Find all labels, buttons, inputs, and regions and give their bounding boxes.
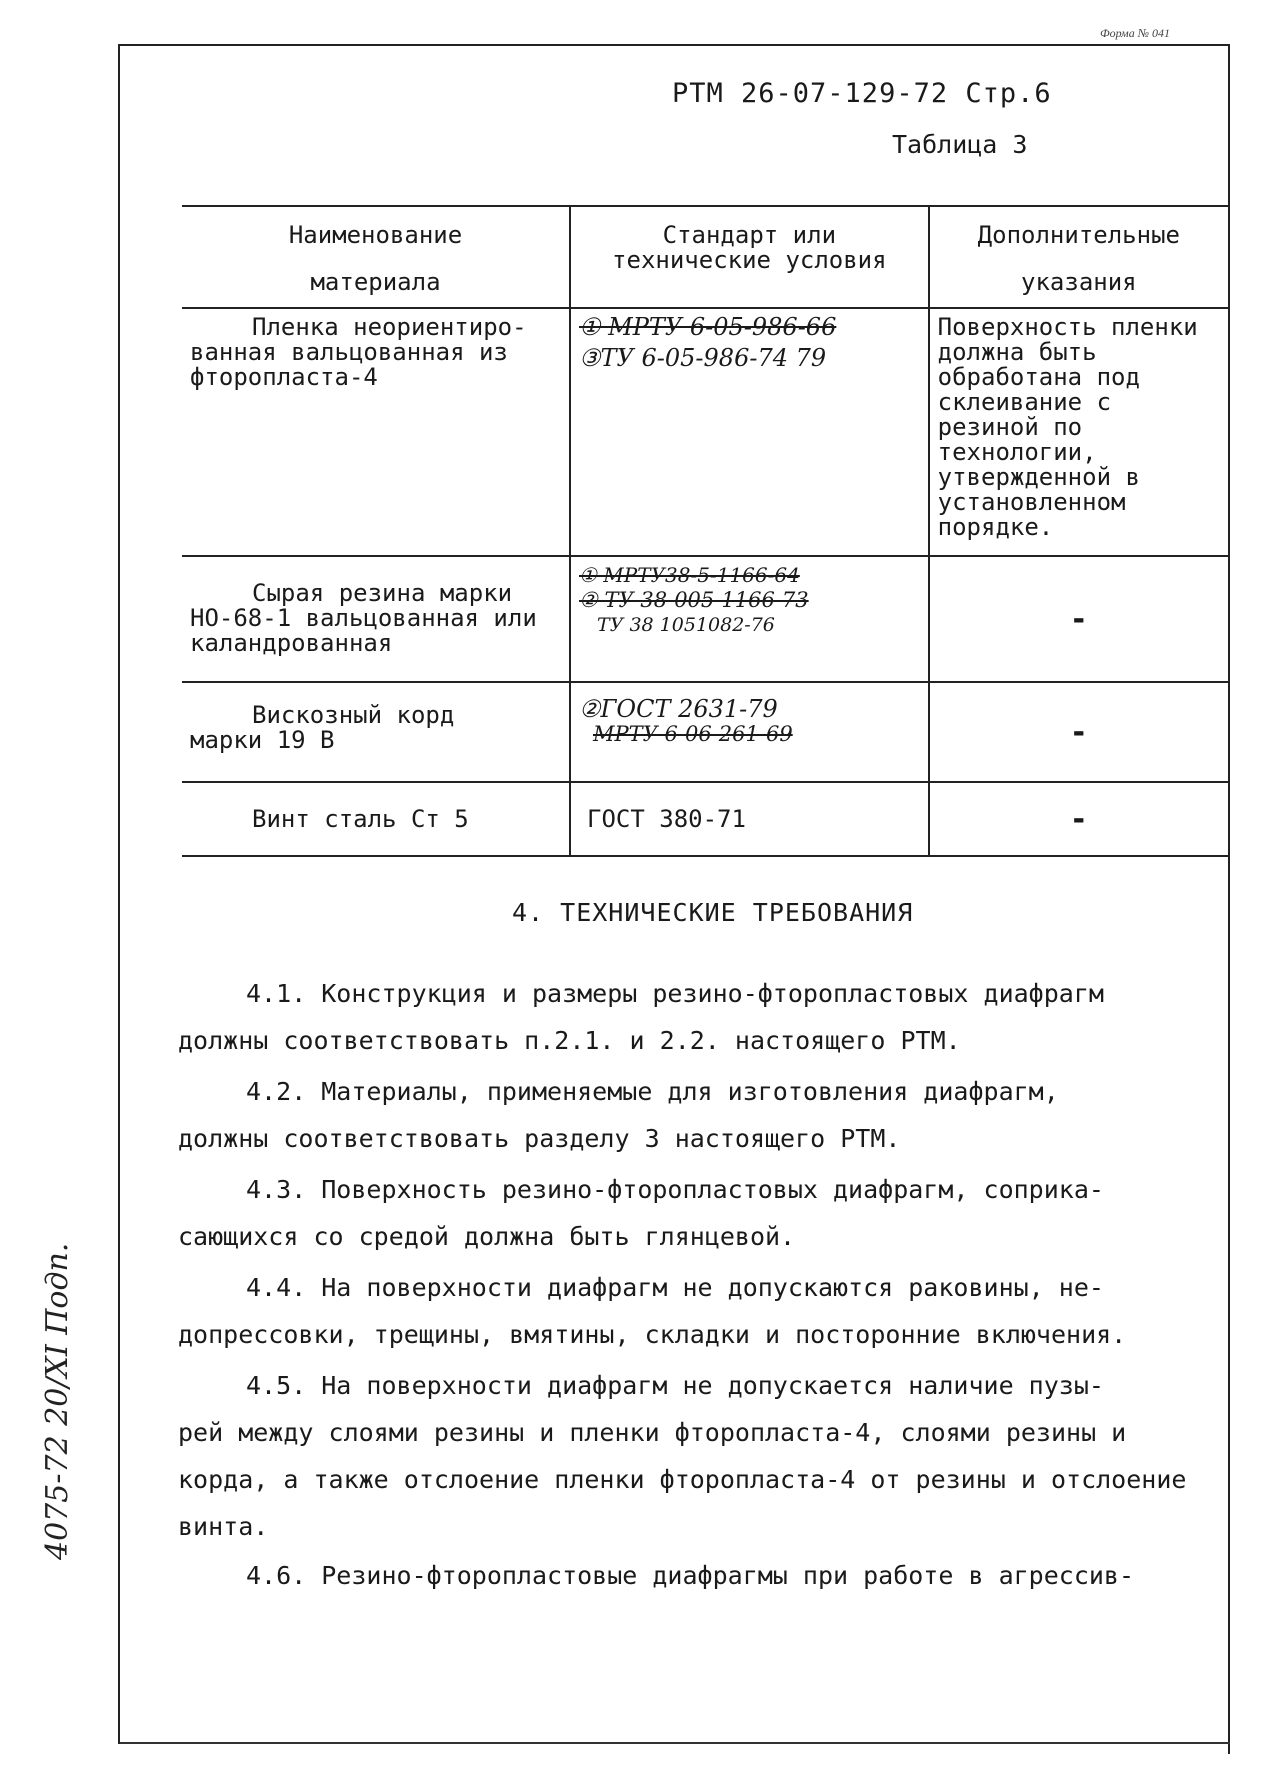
table-label: Таблица 3 bbox=[892, 130, 1028, 159]
material-cell: Вискозный корд марки 19 В bbox=[182, 682, 570, 782]
paragraph-4-6: 4.6. Резино-фторопластовые диафрагмы при работе в агрессив- bbox=[246, 1561, 1135, 1590]
standard-cell: ① МРТУ38-5-1166-64 ② ТУ 38-005-1166-73 ТУ 38 1051082-76 bbox=[570, 556, 929, 682]
table-row bbox=[182, 682, 1228, 782]
handwritten-margin-note: 4075-72 20/XI Подп. bbox=[40, 1242, 75, 1560]
table-row bbox=[182, 556, 1228, 682]
paragraph-4-5: 4.5. На поверхности диафрагм не допускается наличие пузы- рей между слоями резины и пленки фторопласта-4, слоями резины и корда, а также отслоение пленки фторопласта-4 от резины и отслоение винта. bbox=[178, 1371, 1187, 1541]
paragraph-4-3: 4.3. Поверхность резино-фторопластовых диафрагм, соприка- сающихся со средой должна быть глянцевой. bbox=[178, 1175, 1104, 1251]
note-cell: - bbox=[1069, 601, 1088, 637]
frame-top-line bbox=[120, 44, 1230, 46]
table-row bbox=[182, 782, 1228, 856]
section-title: 4. ТЕХНИЧЕСКИЕ ТРЕБОВАНИЯ bbox=[512, 898, 914, 927]
frame-right-line bbox=[1228, 44, 1230, 1754]
note-cell: - bbox=[1069, 714, 1088, 750]
form-number: Форма № 041 bbox=[1100, 26, 1171, 40]
note-cell: - bbox=[1069, 801, 1088, 837]
note-cell: Поверхность пленки должна быть обработана под склеивание с резиной по технологии, утвержденной в установленном порядке. bbox=[937, 313, 1198, 541]
header-standard: Стандарт или технические условия bbox=[570, 206, 929, 308]
material-cell: Пленка неориентиро- ванная вальцованная из фторопласта-4 bbox=[182, 308, 570, 556]
paragraph-4-2: 4.2. Материалы, применяемые для изготовления диафрагм, должны соответствовать разделу 3 настоящего РТМ. bbox=[178, 1077, 1059, 1153]
header-notes: Дополнительные указания bbox=[977, 221, 1180, 296]
material-cell: Сырая резина марки НО-68-1 вальцованная или каландрованная bbox=[182, 556, 570, 682]
paragraph-4-4: 4.4. На поверхности диафрагм не допускаются раковины, не- допрессовки, трещины, вмятины, складки и посторонние включения. bbox=[178, 1273, 1127, 1349]
standard-cell: ① МРТУ 6-05-986-66 ③ТУ 6-05-986-74 79 bbox=[570, 308, 929, 556]
table-header-row bbox=[182, 206, 1228, 308]
paragraph-4-1: 4.1. Конструкция и размеры резино-фторопластовых диафрагм должны соответствовать п.2.1. и 2.2. настоящего РТМ. bbox=[178, 979, 1104, 1055]
standard-cell: ГОСТ 380-71 bbox=[570, 782, 929, 856]
frame-bottom-line bbox=[120, 1742, 1230, 1744]
material-cell: Винт сталь Ст 5 bbox=[182, 782, 570, 856]
materials-table bbox=[182, 205, 1228, 857]
header-material: Наименование материала bbox=[182, 206, 570, 308]
document-code: РТМ 26-07-129-72 Стр.6 bbox=[672, 78, 1052, 109]
frame-left-line bbox=[118, 44, 120, 1744]
standard-cell: ②ГОСТ 2631-79 МРТУ 6-06-261-69 bbox=[570, 682, 929, 782]
table-row bbox=[182, 308, 1228, 556]
